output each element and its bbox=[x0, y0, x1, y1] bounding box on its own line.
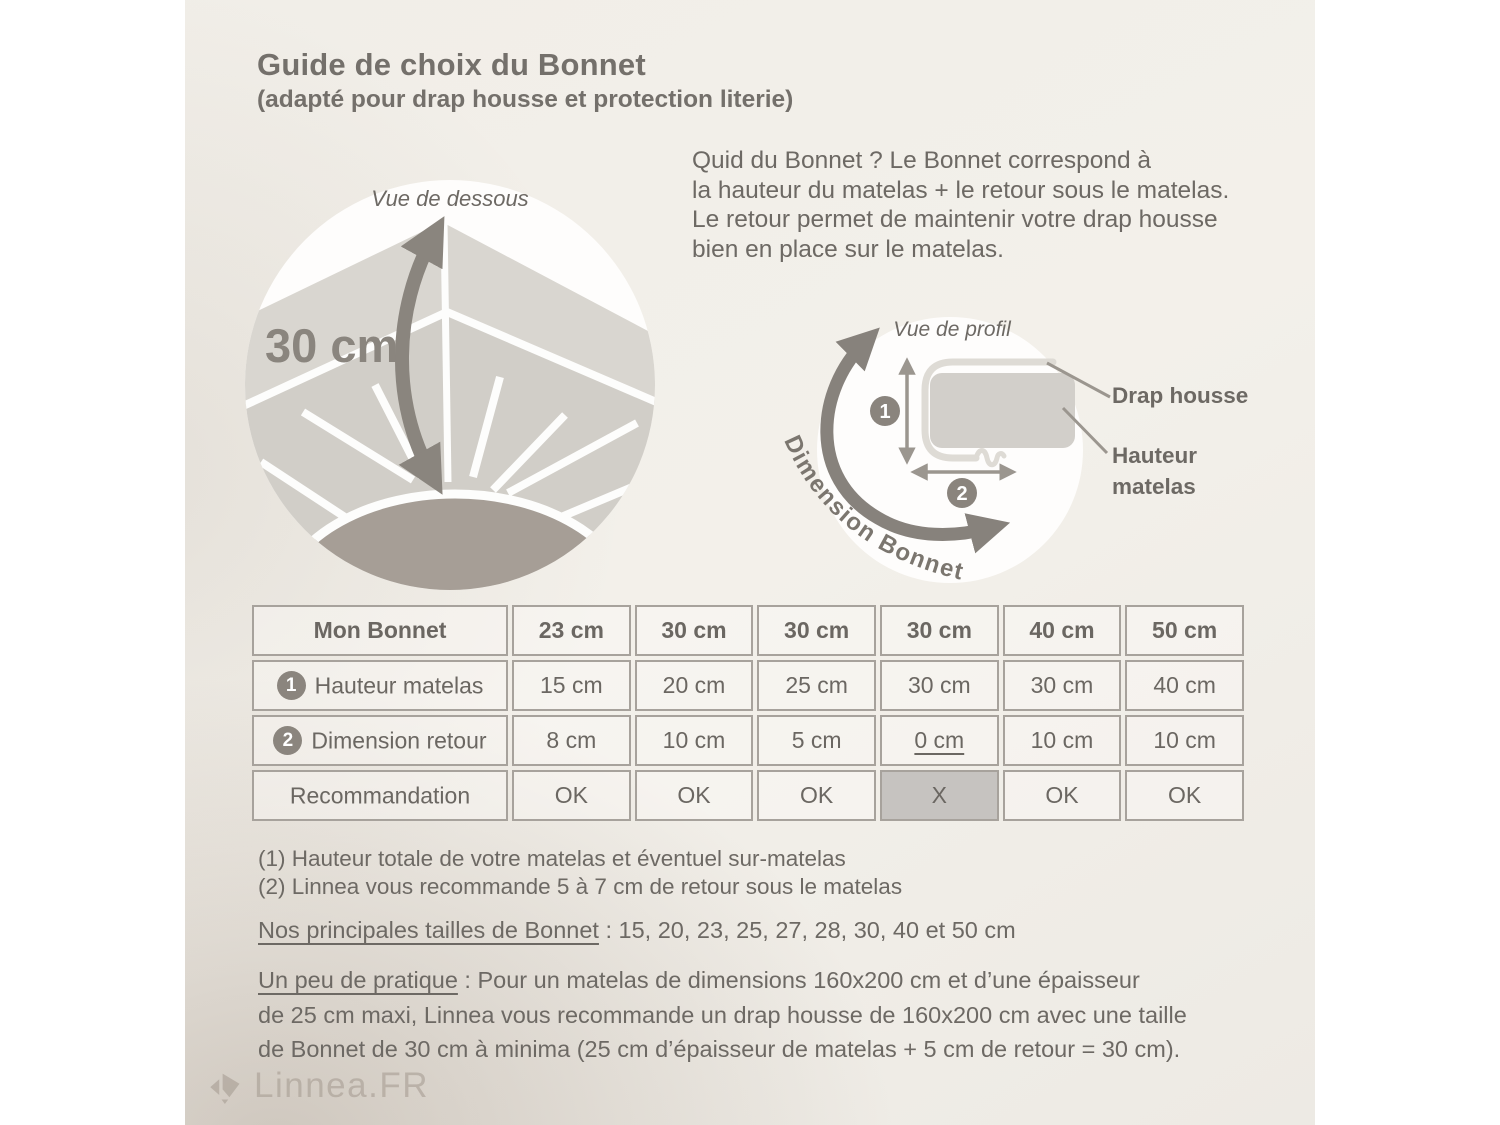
value-cell: 40 cm bbox=[1125, 660, 1244, 711]
dimension-bonnet-arc-label: Dimension Bonnet bbox=[778, 431, 967, 586]
mattress-shape bbox=[930, 373, 1075, 448]
bottom-view-caption: Vue de dessous bbox=[371, 186, 529, 211]
value-cell: OK bbox=[757, 770, 876, 821]
table-header-cell: 23 cm bbox=[512, 605, 631, 656]
table-header-cell: 40 cm bbox=[1003, 605, 1122, 656]
practice-line2: de 25 cm maxi, Linnea vous recommande un drap housse de 160x200 cm avec une taille bbox=[258, 1001, 1187, 1028]
value-cell: OK bbox=[635, 770, 754, 821]
bonnet-table bbox=[248, 601, 1248, 825]
value-cell: 10 cm bbox=[635, 715, 754, 766]
svg-text:2: 2 bbox=[956, 483, 968, 505]
profile-view-caption: Vue de profil bbox=[893, 318, 1011, 341]
brand-logo-text: Linnea.FR bbox=[254, 1066, 429, 1105]
svg-text:1: 1 bbox=[879, 401, 891, 423]
hauteur-matelas-label: Hauteur matelas bbox=[1112, 443, 1198, 499]
bottom-view-figure bbox=[245, 180, 655, 590]
value-cell: 15 cm bbox=[512, 660, 631, 711]
value-cell: 10 cm bbox=[1003, 715, 1122, 766]
intro-paragraph bbox=[692, 146, 1229, 264]
value-cell: OK bbox=[1125, 770, 1244, 821]
row-label-cell bbox=[252, 660, 508, 711]
intro-line: Quid du Bonnet ? Le Bonnet correspond à bbox=[692, 147, 1152, 174]
row-label: Dimension retour bbox=[311, 727, 487, 754]
practice-line3: de Bonnet de 30 cm à minima (25 cm d’épaisseur de matelas + 5 cm de retour = 30 cm). bbox=[258, 1036, 1181, 1062]
intro-line: Le retour permet de maintenir votre drap housse bbox=[692, 206, 1218, 234]
value-cell: 25 cm bbox=[757, 660, 876, 711]
footnote-1: (1) Hauteur totale de votre matelas et éventuel sur-matelas bbox=[258, 846, 846, 871]
sizes-lead: Nos principales tailles de Bonnet bbox=[258, 917, 599, 943]
page-title: Guide de choix du Bonnet bbox=[257, 47, 646, 82]
sizes-line bbox=[258, 917, 1016, 944]
page-subtitle: (adapté pour drap housse et protection literie) bbox=[257, 86, 794, 113]
value-cell: 10 cm bbox=[1125, 715, 1244, 766]
footnote-2: (2) Linnea vous recommande 5 à 7 cm de retour sous le matelas bbox=[258, 874, 903, 899]
row-1-badge: 1 bbox=[277, 671, 306, 700]
step-1-badge bbox=[870, 396, 900, 426]
row-2-badge: 2 bbox=[273, 726, 302, 755]
value-cell-underlined: 0 cm bbox=[880, 715, 999, 766]
table-header-cell: Mon Bonnet bbox=[252, 605, 508, 656]
brand-logo-icon bbox=[208, 1068, 244, 1104]
step-2-badge bbox=[947, 478, 977, 508]
content-area bbox=[185, 0, 1315, 1125]
practice-lead: Un peu de pratique bbox=[258, 967, 458, 993]
table-header-cell: 30 cm bbox=[757, 605, 876, 656]
value-cell: 30 cm bbox=[880, 660, 999, 711]
drap-housse-label: Drap housse bbox=[1112, 383, 1249, 408]
table-row bbox=[252, 660, 1244, 711]
row-label: Recommandation bbox=[289, 782, 471, 809]
value-cell: 8 cm bbox=[512, 715, 631, 766]
sizes-rest: : 15, 20, 23, 25, 27, 28, 30, 40 et 50 cm bbox=[598, 917, 1016, 943]
table-header-cell: 30 cm bbox=[880, 605, 999, 656]
row-label: Hauteur matelas bbox=[314, 672, 484, 699]
intro-line: la hauteur du matelas + le retour sous le matelas. bbox=[692, 176, 1230, 204]
footnotes bbox=[258, 845, 902, 901]
value-cell: 30 cm bbox=[1003, 660, 1122, 711]
practice-line1: : Pour un matelas de dimensions 160x200 cm et d’une épaisseur bbox=[457, 967, 1140, 993]
measure-label: 30 cm bbox=[265, 319, 399, 372]
brand-logo bbox=[208, 1066, 429, 1106]
table-header-row bbox=[252, 605, 1244, 656]
row-label-cell bbox=[252, 715, 508, 766]
row-label-cell bbox=[252, 770, 508, 821]
table-row bbox=[252, 715, 1244, 766]
header-block bbox=[257, 46, 793, 115]
intro-line: bien en place sur le matelas. bbox=[692, 235, 1004, 263]
value-cell: 20 cm bbox=[635, 660, 754, 711]
table-row bbox=[252, 770, 1244, 821]
value-cell: 5 cm bbox=[757, 715, 876, 766]
practice-paragraph bbox=[258, 963, 1187, 1067]
bonnet-table-wrap bbox=[248, 601, 1248, 825]
value-cell: OK bbox=[1003, 770, 1122, 821]
table-header-cell: 50 cm bbox=[1125, 605, 1244, 656]
table-header-cell: 30 cm bbox=[635, 605, 754, 656]
recommendation-x-cell: X bbox=[880, 770, 999, 821]
value-cell: OK bbox=[512, 770, 631, 821]
